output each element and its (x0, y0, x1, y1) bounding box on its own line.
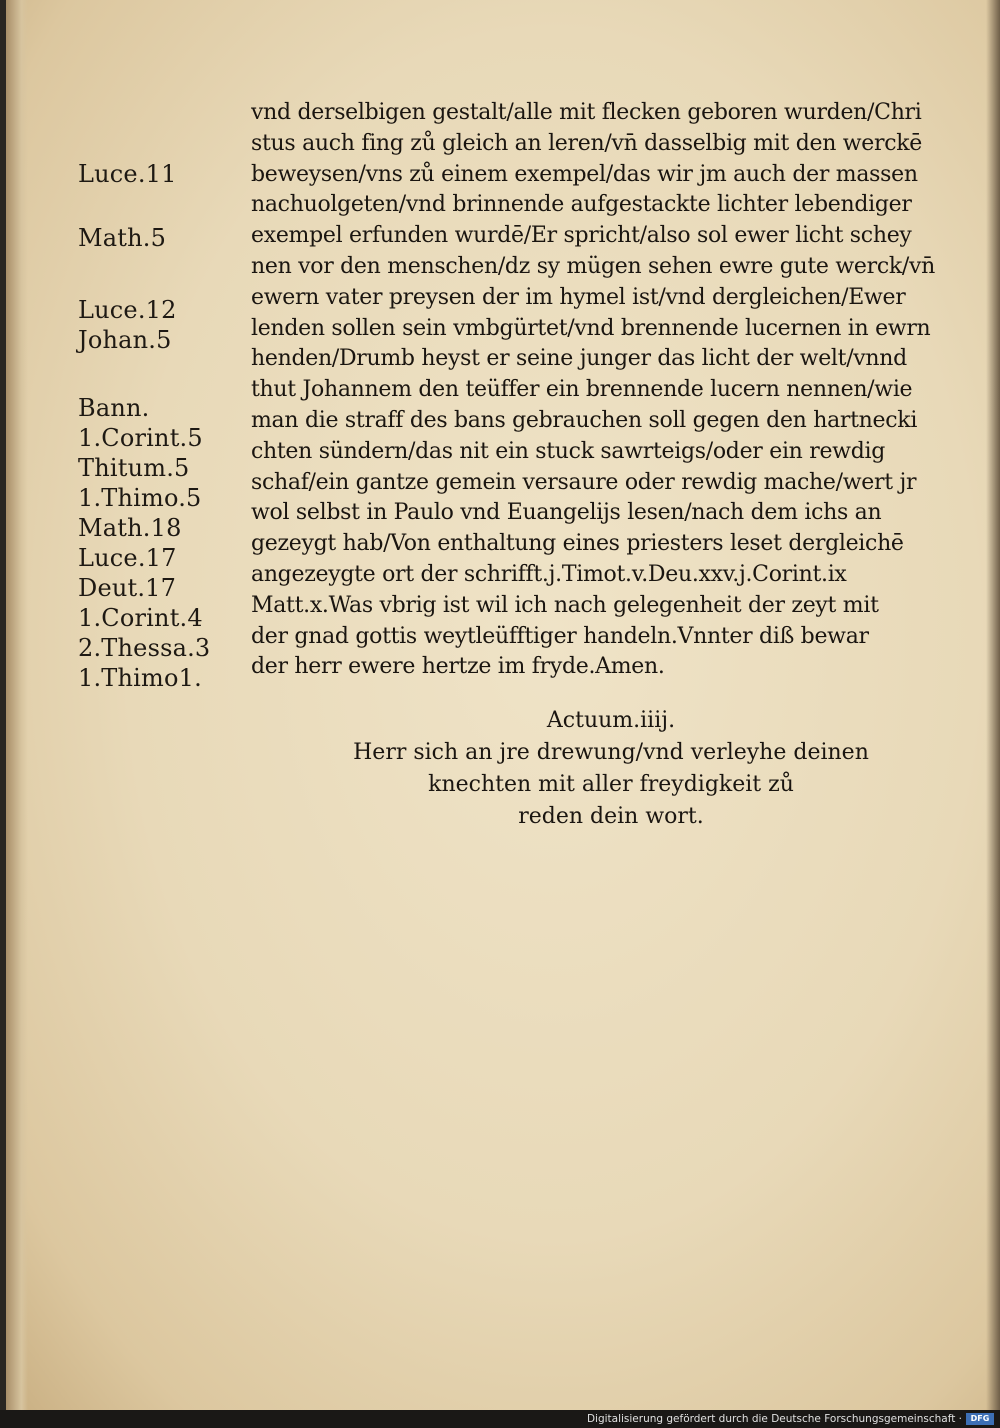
marginal-reference: Thitum.5 (78, 454, 190, 482)
text-line: schaf/ein gantze gemein versaure oder rewdig mache/wert jr (251, 469, 917, 495)
text-line: henden/Drumb heyst er seine junger das licht der welt/vnnd (251, 346, 907, 372)
text-line: angezeygte ort der schrifft.j.Timot.v.Deu.xxv.j.Corint.ix (251, 561, 847, 587)
text-line: gezeygt hab/Von enthaltung eines priesters leset dergleichē (251, 531, 904, 557)
closing-verse (296, 705, 926, 833)
text-line: chten sündern/das nit ein stuck sawrteigs/oder ein rewdig (251, 438, 886, 464)
digitization-footer (0, 1410, 1000, 1428)
text-line: wol selbst in Paulo vnd Euangelijs lesen/nach dem ichs an (251, 500, 882, 526)
closing-line: knechten mit aller freydigkeit zů (428, 772, 794, 797)
text-line: lenden sollen sein vmbgürtet/vnd brennende lucernen in ewrn (251, 315, 931, 341)
text-line: exempel erfunden wurdē/Er spricht/also sol ewer licht schey (251, 223, 912, 249)
marginal-reference: Luce.11 (78, 160, 177, 188)
marginal-reference: Deut.17 (78, 574, 177, 602)
marginal-reference: Johan.5 (78, 326, 172, 354)
closing-line: Herr sich an jre drewung/vnd verleyhe deinen (353, 740, 869, 765)
text-line: thut Johannem den teüffer ein brennende lucern nennen/wie (251, 377, 913, 403)
marginal-reference: Math.18 (78, 514, 182, 542)
marginal-reference: 1.Thimo.5 (78, 484, 202, 512)
text-line: vnd derselbigen gestalt/alle mit flecken geboren wurden/Chri (251, 100, 922, 125)
text-line: man die straff des bans gebrauchen soll gegen den hartnecki (251, 407, 918, 433)
marginal-reference: Luce.17 (78, 544, 177, 572)
page-edge (986, 0, 1000, 1410)
marginal-reference: Luce.12 (78, 296, 177, 324)
book-page (6, 0, 1000, 1410)
closing-reference: Actuum.iiij. (546, 708, 676, 733)
main-text-block (251, 98, 966, 683)
dfg-logo: DFG (966, 1413, 994, 1425)
closing-line: reden dein wort. (518, 804, 704, 829)
text-line: Matt.x.Was vbrig ist wil ich nach gelegenheit der zeyt mit (251, 592, 879, 618)
text-line: beweysen/vns zů einem exempel/das wir jm auch der massen (251, 161, 918, 187)
text-line: ewern vater preysen der im hymel ist/vnd dergleichen/Ewer (251, 284, 906, 310)
marginal-reference: Bann. (78, 394, 150, 422)
text-line: nachuolgeten/vnd brinnende aufgestackte lichter lebendiger (251, 192, 912, 218)
marginal-reference: 1.Corint.5 (78, 424, 203, 452)
footer-credit: Digitalisierung gefördert durch die Deutsche Forschungsgemeinschaft · (586, 1413, 962, 1425)
text-line: nen vor den menschen/dz sy mügen sehen ewre gute werck/vn̄ (251, 253, 935, 279)
text-line: stus auch fing zů gleich an leren/vn̄ dasselbig mit den werckē (251, 130, 922, 156)
marginal-reference: 2.Thessa.3 (78, 634, 211, 662)
marginal-reference: 1.Corint.4 (78, 604, 203, 632)
text-line: der herr ewere hertze im fryde.Amen. (251, 654, 665, 680)
marginal-reference: Math.5 (78, 224, 167, 252)
text-line: der gnad gottis weytleüfftiger handeln.Vnnter diß bewar (251, 623, 869, 649)
page-gutter (6, 0, 28, 1410)
marginal-reference: 1.Thimo1. (78, 664, 202, 692)
